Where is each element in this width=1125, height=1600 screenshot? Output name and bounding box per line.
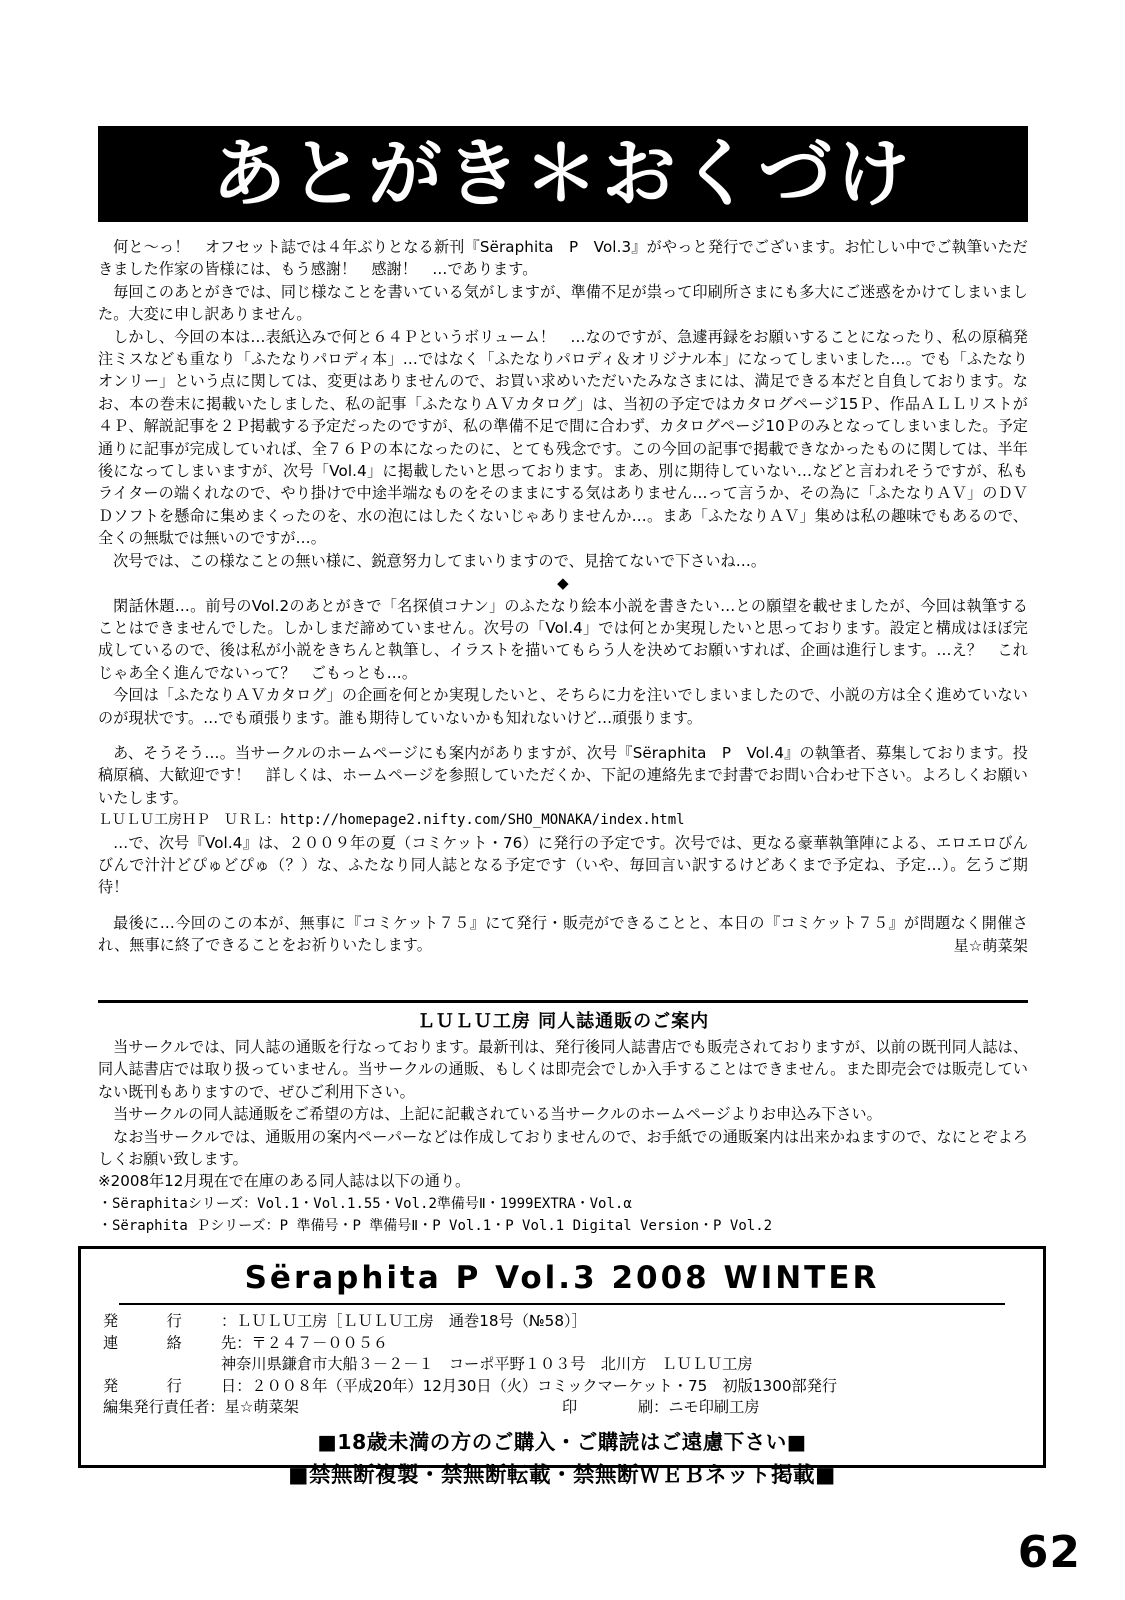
colophon-row-value: 日：２００８年（平成20年）12月30日（火）コミックマーケット・75 初版1300部発行 (221, 1376, 838, 1395)
colophon-title: Sёraphita P Vol.3 2008 WINTER (244, 1260, 880, 1296)
colophon-row (103, 1311, 1021, 1333)
colophon-printer-label: 印 刷：ニモ印刷工房 (562, 1398, 760, 1416)
title-banner (98, 126, 1028, 222)
lulu-section-body (98, 1036, 1028, 1238)
colophon-box (78, 1246, 1046, 1488)
stock-list-line: ・Sёraphita Ｐシリーズ：P 準備号・P 準備号Ⅱ・P Vol.1・P Vol.1 Digital Version・P Vol.2 (98, 1218, 773, 1235)
colophon-lines (103, 1311, 1021, 1419)
page-number: 62 (1017, 1527, 1081, 1578)
afterword-paragraph: …で、次号『Vol.4』は、２００９年の夏（コミケット・76）に発行の予定です。次号では、更なる豪華執筆陣による、エロエロびんびんで汁汁どぴゅどぴゅ（？）な、ふたなり同人誌となる予定です（いや、毎回言い訳するけどあくまで予定ね、予定…）。乞うご期待！ (98, 833, 1028, 897)
lulu-paragraph: 当サークルの同人誌通販をご希望の方は、上記に記載されている当サークルのホームページよりお申込み下さい。 (113, 1105, 882, 1124)
afterword-paragraph: 今回は「ふたなりＡＶカタログ」の企画を何とか実現したいと、そちらに力を注いでしまいましたので、小説の方は全く進めていないのが現状です。…でも頑張ります。誰も期待していないかも知れないけど…頑張ります。 (98, 686, 1028, 727)
colophon-row-value: 神奈川県鎌倉市大船３－２－１ コーポ平野１０３号 北川方 ＬＵＬＵ工房 (221, 1355, 753, 1373)
copyright-warning: ■禁無断複製・禁無断転載・禁無断ＷＥＢネット掲載■ (288, 1462, 836, 1488)
homepage-url-line: ＬＵＬＵ工房ＨＰ ＵＲＬ：http://homepage2.nifty.com/SHO_MONAKA/index.html (98, 812, 685, 829)
colophon-row (103, 1333, 1021, 1355)
afterword-paragraph: 次号では、この様なことの無い様に、鋭意努力してまいりますので、見捨てないで下さいね…。 (113, 551, 767, 570)
afterword-paragraph: 閑話休題…。前号のVol.2のあとがきで「名探偵コナン」のふたなり絵本小説を書きたい…との願望を載せましたが、今回は執筆することはできませんでした。しかしまだ諦めていません。次号の「Vol.4」では何とか実現したいと思っております。設定と構成はほぼ完成しているので、後は私が小説をきちんと執筆し、イラストを描いてもらう人を決めてお願いすれば、企画は進行します。…え？ これじゃあ全く進んでないって？ ごもっとも…。 (98, 596, 1028, 682)
colophon-editor-label: 編集発行責任者：星☆萌菜架 (103, 1398, 299, 1416)
lulu-paragraph: なお当サークルでは、通販用の案内ペーパーなどは作成しておりませんので、お手紙での通販案内は出来かねますので、なにとぞよろしくお願い致します。 (98, 1127, 1028, 1169)
afterword-closing: 最後に…今回のこの本が、無事に『コミケット７５』にて発行・販売ができることと、本日の『コミケット７５』が問題なく開催され、無事に終了できることをお祈りいたします。 (98, 913, 1028, 955)
afterword-body (98, 236, 1028, 957)
stock-note: ※2008年12月現在で在庫のある同人誌は以下の通り。 (98, 1172, 471, 1191)
section-divider-rule (98, 1000, 1028, 1003)
colophon-row (103, 1397, 1021, 1419)
afterword-signature: 星☆萌菜架 (953, 936, 1028, 955)
colophon-row-label: 発 行 (103, 1312, 188, 1330)
banner-title: あとがき＊おくづけ (212, 131, 914, 217)
afterword-paragraph: 何と～っ！ オフセット誌では４年ぶりとなる新刊『Sёraphita P Vol.3』がやっと発行でございます。お忙しい中でご執筆いただきました作家の皆様には、もう感謝！ 感謝！ …であります。 (98, 238, 1028, 279)
stock-list-line: ・Sёraphitaシリーズ：Vol.1・Vol.1.55・Vol.2準備号Ⅱ・1999EXTRA・Vol.α (98, 1195, 632, 1212)
colophon-row (103, 1354, 1021, 1376)
afterword-paragraph: あ、そうそう…。当サークルのホームページにも案内がありますが、次号『Sёraphita P Vol.4』の執筆者、募集しております。投稿原稿、大歓迎です！ 詳しくは、ホームページを参照していただくか、下記の連絡先まで封書でお問い合わせ下さい。よろしくお願いいたします。 (98, 743, 1028, 807)
colophon-row-value: ：ＬＵＬＵ工房［ＬＵＬＵ工房 通巻18号（№58）］ (221, 1312, 587, 1330)
colophon-row (103, 1376, 1021, 1398)
colophon-rule (119, 1303, 1004, 1305)
lulu-paragraph: 当サークルでは、同人誌の通販を行なっております。最新刊は、発行後同人誌書店でも販売されておりますが、以前の既刊同人誌は、同人誌書店では取り扱っていません。当サークルの通販、もしくは即売会でしか入手することはできません。また即売会では販売していない既刊もありますので、ぜひご利用下さい。 (98, 1038, 1028, 1101)
afterword-paragraph: しかし、今回の本は…表紙込みで何と６４Ｐというボリューム！ …なのですが、急遽再録をお願いすることになったり、私の原稿発注ミスなども重なり「ふたなりパロディ本」…ではなく「ふたなりパロディ＆オリジナル本」になってしまいました…。でも「ふたなりオンリー」という点に関しては、変更はありませんので、お買い求めいただいたみなさまには、満足できる本だと自負しております。なお、本の巻末に掲載いたしました、私の記事「ふたなりＡＶカタログ」は、当初の予定ではカタログページ15Ｐ、作品ＡＬＬリストが４Ｐ、解説記事を２Ｐ掲載する予定だったのですが、私の準備不足で間に合わず、カタログページ10Ｐのみとなってしまいました。予定通りに記事が完成していれば、全７６Ｐの本になったのに、とても残念です。この今回の記事で掲載できなかったものに関しては、半年後になってしまいますが、次号「Vol.4」に掲載したいと思っております。まあ、別に期待していない…などと言われそうですが、私もライターの端くれなので、やり掛けで中途半端なものをそのままにする気はありません…って言うか、その為に「ふたなりＡＶ」のＤＶＤソフトを懸命に集めまくったのを、水の泡にはしたくないじゃありませんか…。まあ「ふたなりＡＶ」集めは私の趣味でもあるので、全くの無駄では無いのですが…。 (98, 327, 1028, 548)
colophon-editor (103, 1397, 562, 1419)
colophon-printer (562, 1397, 1021, 1419)
section-divider: ◆ (557, 574, 569, 593)
lulu-section-heading: ＬＵＬＵ工房 同人誌通販のご案内 (416, 1011, 710, 1032)
colophon-row-value: 先：〒２４７－００５６ (221, 1333, 389, 1352)
colophon-row-label: 連 絡 (103, 1333, 188, 1352)
age-warning: ■18歳未満の方のご購入・ご購読はご遠慮下さい■ (317, 1429, 807, 1454)
afterword-paragraph: 毎回このあとがきでは、同じ様なことを書いている気がしますが、準備不足が祟って印刷所さまにも多大にご迷惑をかけてしまいました。大変に申し訳ありません。 (98, 282, 1028, 324)
colophon-row-label: 発 行 (103, 1376, 188, 1395)
